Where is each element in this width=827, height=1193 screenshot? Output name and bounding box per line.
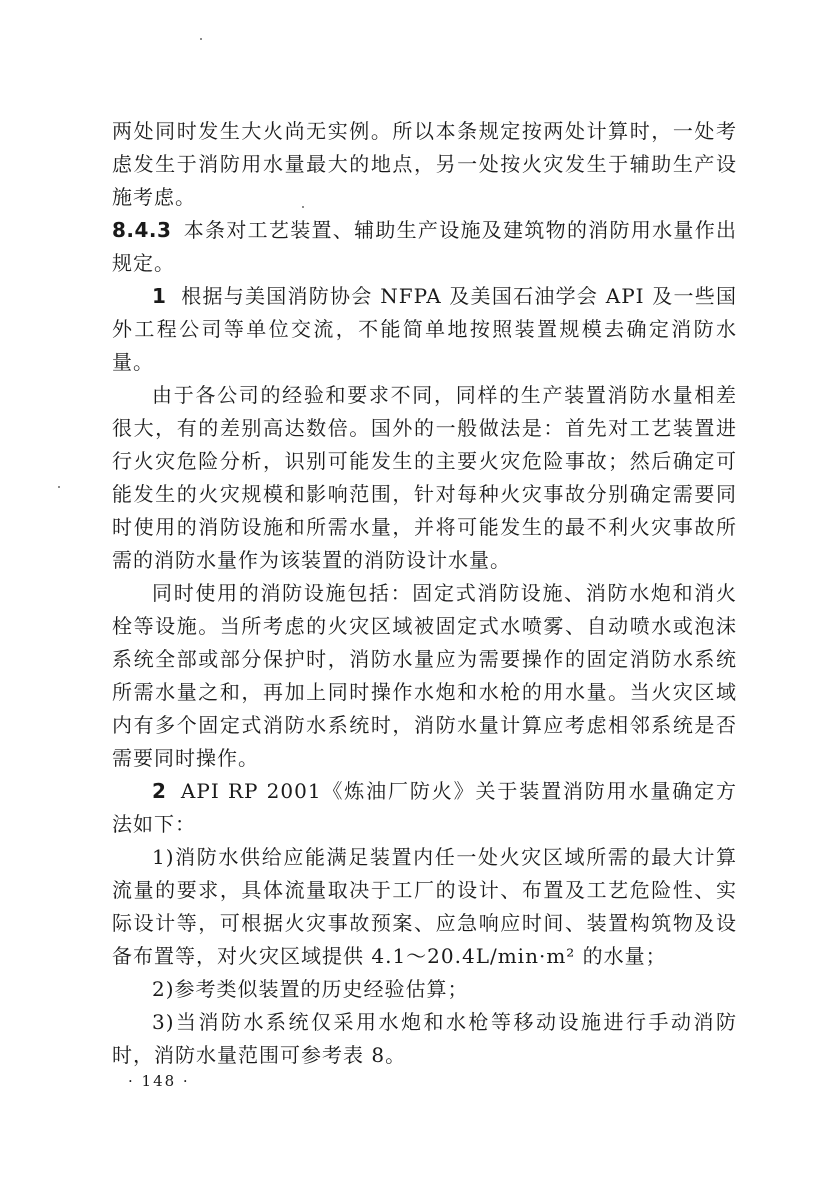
item-1 <box>112 280 737 379</box>
sub-item-1 <box>112 841 737 973</box>
section-8-4-3 <box>112 214 737 280</box>
paragraph-text: API RP 2001《炼油厂防火》关于装置消防用水量确定方法如下： <box>112 779 737 836</box>
item-2 <box>112 775 737 841</box>
sub-item-2 <box>112 973 737 1006</box>
paragraph-text: 两处同时发生大火尚无实例。所以本条规定按两处计算时，一处考虑发生于消防用水量最大的地点，另一处按火灾发生于辅助生产设施考虑。 <box>112 119 737 209</box>
sub-item-3 <box>112 1006 737 1072</box>
paragraph-text: 1)消防水供给应能满足装置内任一处火灾区域所需的最大计算流量的要求，具体流量取决于工厂的设计、布置及工艺危险性、实际设计等，可根据火灾事故预案、应急响应时间、装置构筑物及设备布置等，对火灾区域提供 4.1～20.4L/min·m² 的水量； <box>112 845 737 968</box>
body-text <box>112 115 737 1072</box>
item-number: 2 <box>152 779 167 803</box>
scan-speck <box>58 486 60 488</box>
paragraph-text: 本条对工艺装置、辅助生产设施及建筑物的消防用水量作出规定。 <box>112 218 737 275</box>
paragraph-text: 根据与美国消防协会 NFPA 及美国石油学会 API 及一些国外工程公司等单位交流，不能简单地按照装置规模去确定消防水量。 <box>112 284 737 374</box>
paragraph-text: 3)当消防水系统仅采用水炮和水枪等移动设施进行手动消防时，消防水量范围可参考表 8。 <box>112 1010 737 1067</box>
paragraph-continuation <box>112 115 737 214</box>
paragraph-text: 由于各公司的经验和要求不同，同样的生产装置消防水量相差很大，有的差别高达数倍。国外的一般做法是：首先对工艺装置进行火灾危险分析，识别可能发生的主要火灾危险事故；然后确定可能发生的火灾规模和影响范围，针对每种火灾事故分别确定需要同时使用的消防设施和所需水量，并将可能发生的最不利火灾事故所需的消防水量作为该装置的消防设计水量。 <box>112 383 737 572</box>
paragraph-text: 同时使用的消防设施包括：固定式消防设施、消防水炮和消火栓等设施。当所考虑的火灾区域被固定式水喷雾、自动喷水或泡沫系统全部或部分保护时，消防水量应为需要操作的固定消防水系统所需水量之和，再加上同时操作水炮和水枪的用水量。当火灾区域内有多个固定式消防水系统时，消防水量计算应考虑相邻系统是否需要同时操作。 <box>112 581 737 770</box>
section-number: 8.4.3 <box>112 218 172 242</box>
page-number: · 148 · <box>128 1072 190 1090</box>
paragraph-text: 2)参考类似装置的历史经验估算； <box>152 977 469 1001</box>
paragraph <box>112 577 737 775</box>
item-number: 1 <box>152 284 167 308</box>
paragraph <box>112 379 737 577</box>
scan-speck <box>200 38 202 40</box>
